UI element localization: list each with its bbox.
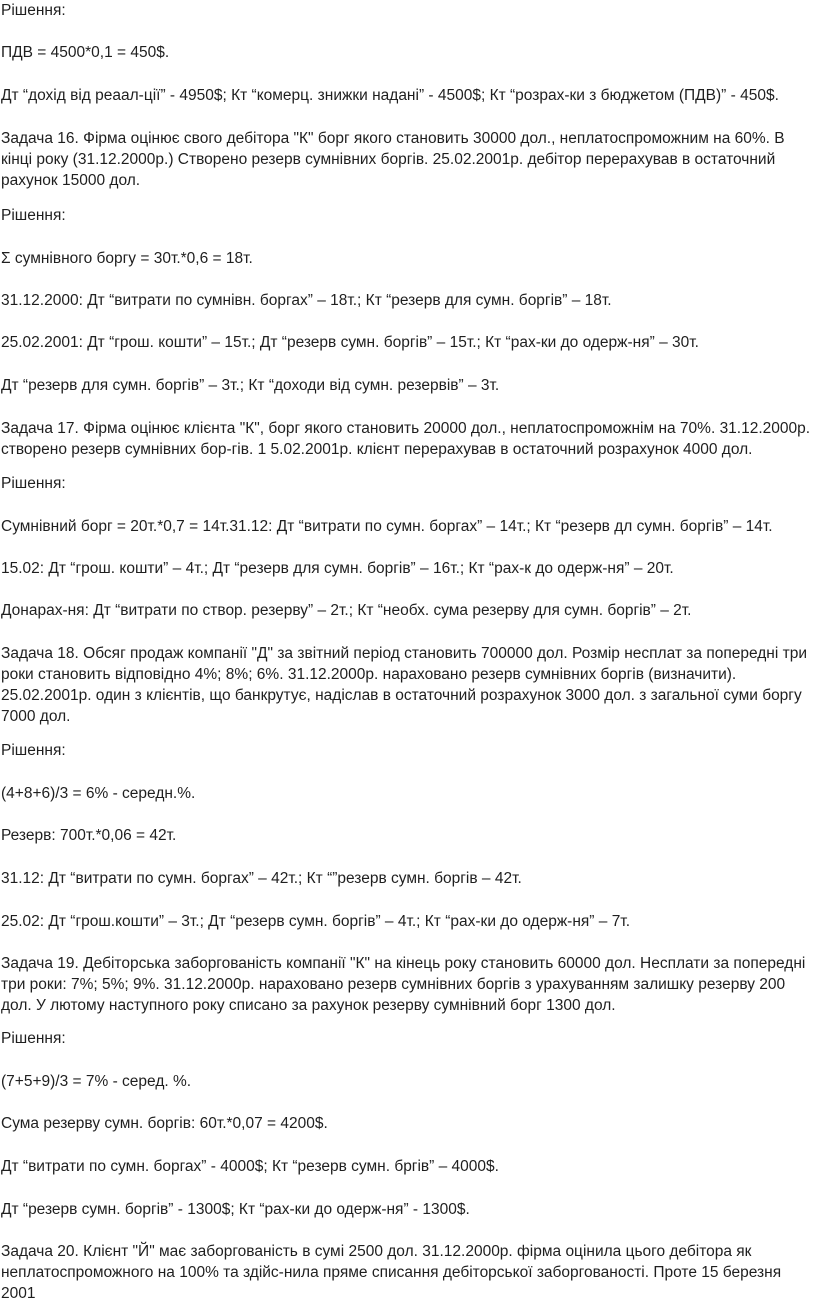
journal-entry: Дт “резерв для сумн. боргів” – 3т.; Кт “доходи від сумн. резервів” – 3т.: [1, 377, 500, 394]
task-20-statement: Задача 20. Клієнт "Й" має заборгованість в сумі 2500 дол. 31.12.2000р. фірма оцінила цього дебітора як неплатоспроможного на 100% та здійс-нила пряме списання дебіторської заборгованості. Проте 15 березня 2001: [1, 1243, 782, 1302]
solution-heading: Рішення:: [1, 742, 66, 759]
task-19-statement: Задача 19. Дебіторська заборгованість компанії "К" на кінець року становить 60000 дол. Несплати за попередні три роки: 7%; 5%; 9%. 31.12.2000р. нараховано резерв сумнівних боргів з урахуванням залишку резерву 200 дол. У лютому наступного року списано за рахунок резерву сумнівний борг 1300 дол.: [1, 955, 806, 1014]
solution-heading: Рішення:: [1, 475, 66, 492]
reserve-calculation: Сума резерву сумн. боргів: 60т.*0,07 = 4200$.: [1, 1115, 328, 1132]
vat-calculation: ПДВ = 4500*0,1 = 450$.: [1, 44, 170, 61]
journal-entry: Дт “дохід від реаал-ції” - 4950$; Кт “комерц. знижки надані” - 4500$; Кт “розрах-ки з бюджетом (ПДВ)” - 450$.: [1, 87, 779, 104]
journal-entry: 31.12.2000: Дт “витрати по сумнівн. боргах” – 18т.; Кт “резерв для сумн. боргів” – 18т.: [1, 292, 612, 309]
journal-entry: 25.02.2001: Дт “грош. кошти” – 15т.; Дт “резерв сумн. боргів” – 15т.; Кт “рах-ки до одерж-ня” – 30т.: [1, 334, 699, 351]
journal-entry: Донарах-ня: Дт “витрати по створ. резерву” – 2т.; Кт “необх. сума резерву для сумн. боргів” – 2т.: [1, 602, 692, 619]
task-18-statement: Задача 18. Обсяг продаж компанії "Д" за звітний період становить 700000 дол. Розмір несплат за попередні три роки становить відповідно 4%; 8%; 6%. 31.12.2000р. нараховано резерв сумнівних боргів (визначити). 25.02.2001р. один з клієнтів, що банкрутує, надіслав в остаточний розрахунок 3000 дол. з загальної суми боргу 7000 дол.: [1, 645, 807, 725]
journal-entry: 15.02: Дт “грош. кошти” – 4т.; Дт “резерв для сумн. боргів” – 16т.; Кт “рах-к до одерж-ня” – 20т.: [1, 560, 674, 577]
journal-entry: Сумнівний борг = 20т.*0,7 = 14т.31.12: Дт “витрати по сумн. боргах” – 14т.; Кт “резерв дл сумн. боргів” – 14т.: [1, 518, 773, 535]
solution-heading: Рішення:: [1, 2, 66, 19]
average-calculation: (4+8+6)/3 = 6% - середн.%.: [1, 785, 196, 802]
journal-entry: Дт “резерв сумн. боргів” - 1300$; Кт “рах-ки до одерж-ня” - 1300$.: [1, 1201, 470, 1218]
journal-entry: 31.12: Дт “витрати по сумн. боргах” – 42т.; Кт “”резерв сумн. боргів – 42т.: [1, 870, 522, 887]
journal-entry: Дт “витрати по сумн. боргах” - 4000$; Кт “резерв сумн. бргів” – 4000$.: [1, 1158, 499, 1175]
task-16-statement: Задача 16. Фірма оцінює свого дебітора "К" борг якого становить 30000 дол., неплатоспроможним на 60%. В кінці року (31.12.2000р.) Створено резерв сумнівних боргів. 25.02.2001р. дебітор перерахував в остаточний рахунок 15000 дол.: [1, 130, 785, 189]
journal-entry: 25.02: Дт “грош.кошти” – 3т.; Дт “резерв сумн. боргів” – 4т.; Кт “рах-ки до одерж-ня” – 7т.: [1, 913, 630, 930]
solution-heading: Рішення:: [1, 207, 66, 224]
reserve-calculation: Резерв: 700т.*0,06 = 42т.: [1, 827, 177, 844]
solution-heading: Рішення:: [1, 1030, 66, 1047]
task-17-statement: Задача 17. Фірма оцінює клієнта "К", борг якого становить 20000 дол., неплатоспроможнім на 70%. 31.12.2000р. створено резерв сумнівних бор-гів. 1 5.02.2001р. клієнт перерахував в остаточний розрахунок 4000 дол.: [1, 420, 811, 458]
average-calculation: (7+5+9)/3 = 7% - серед. %.: [1, 1073, 192, 1090]
doubtful-debt-calc: Σ сумнівного боргу = 30т.*0,6 = 18т.: [1, 250, 253, 267]
